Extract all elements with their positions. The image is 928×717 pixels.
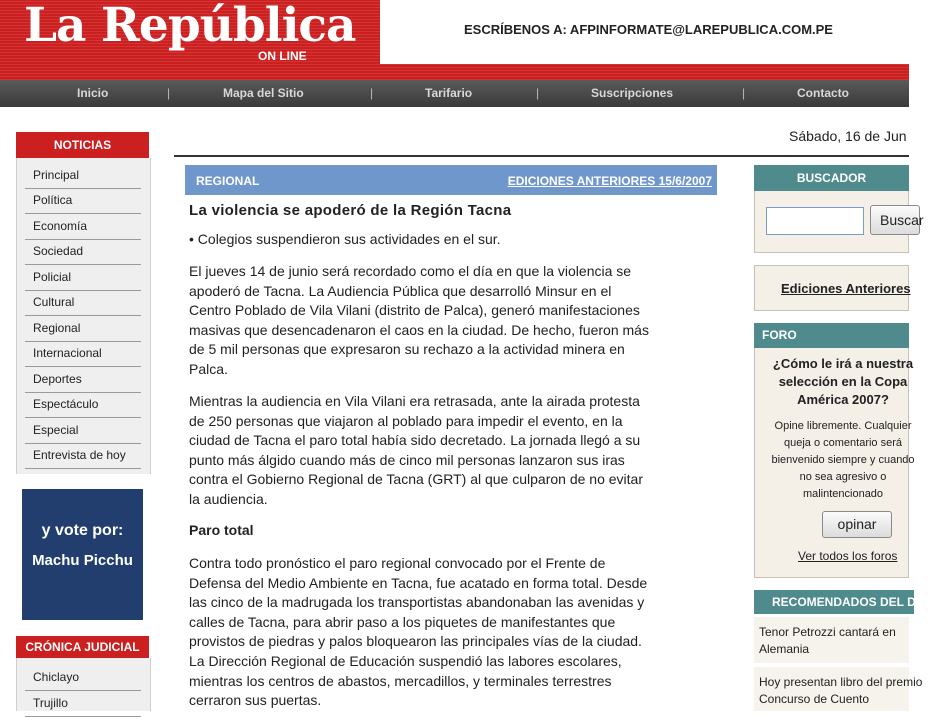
foro-description [758,418,928,503]
article-paragraph-2 [189,392,643,510]
article-line: El jueves 14 de junio será recordado como el día en que la violencia se [189,263,632,279]
vote-line-2: Machu Picchu [32,552,133,569]
article-line: punto más álgido cuando más de cinco mil personas lanzaron sus iras [189,451,625,468]
foro-text-line: queja o comentario será [783,437,902,449]
nav-contacto[interactable]: Contacto [797,86,849,100]
foro-question-line: ¿Cómo le irá a nuestra [772,356,914,371]
menu-item-especial[interactable]: Especial [25,419,141,444]
current-date: Sábado, 16 de Jun [789,128,907,144]
menu-item-internacional[interactable]: Internacional [25,342,141,367]
recomendado-line: Hoy presentan libro del premio [759,675,923,689]
article-line: las cinco de la madrugada los transportistas abandonaban las avenidas y [189,594,645,611]
article-line: cerraron sus puertas. [189,692,322,709]
nav-mapa-del-sitio[interactable]: Mapa del Sitio [223,86,304,100]
logo-text: La República [24,0,356,53]
cronica-item-chiclayo[interactable]: Chiclayo [25,666,141,691]
article-line: mientras los centros de abastos, mercadillos, y terminales terrestres [189,672,612,689]
recomendados-header: RECOMENDADOS DEL DÍA [754,590,914,614]
article-line: Defensa del Medio Ambiente en Tacna, fue acatado en forma total. Desde [189,574,648,591]
nav-inicio[interactable]: Inicio [77,86,109,100]
search-input[interactable] [766,207,864,235]
article-line: ciudad de Tacna el paro total había sido decretado. La jornada llegó a su [189,432,641,449]
noticias-header: NOTICIAS [16,132,149,158]
logo-subtitle: ON LINE [258,49,307,63]
menu-item-cultural[interactable]: Cultural [25,291,141,316]
ver-todos-los-foros-link[interactable]: Ver todos los foros [798,549,898,563]
article-line: contra el Gobierno Regional de Tacna (GRT) al que culparon de no evitar [189,471,643,488]
menu-item-politica[interactable]: Política [25,189,141,214]
nav-separator: | [370,86,374,100]
logo[interactable] [0,0,380,80]
article-subheading: Paro total [189,522,254,538]
nav-separator: | [167,86,171,100]
menu-item-regional[interactable]: Regional [25,317,141,342]
cronica-judicial-header: CRÓNICA JUDICIAL [16,636,149,658]
article-line: Centro Poblado de Vila Vilani (distrito de Palca), generó manifestaciones [189,302,640,319]
article-line: La Dirección Regional de Educación suspendió las labores escolares, [189,652,622,669]
article-line: Palca. [189,360,228,377]
article-line: apoderó de Tacna. La Audiencia Pública que desarrolló Minsur en el [189,282,612,299]
ediciones-anteriores-link[interactable]: EDICIONES ANTERIORES 15/6/2007 [507,174,712,188]
opinar-button[interactable]: opinar [822,511,892,538]
article-paragraph-1 [189,262,649,380]
foro-text-line: bienvenido siempre y cuando [771,454,915,466]
cronica-item-trujillo[interactable]: Trujillo [25,692,141,717]
buscador-header: BUSCADOR [754,165,909,191]
menu-item-entrevista[interactable]: Entrevista de hoy [25,444,141,469]
divider [174,155,909,157]
article-line: calles de Tacna, para abrir paso a los piquetes de manifestantes que [189,613,616,630]
recomendado-line: Alemania [759,642,810,656]
foro-question-line: América 2007? [797,392,889,407]
article-line: de 250 personas que viajaron al poblado para impedir el evento, en la [189,412,623,429]
article-line: la audiencia. [189,490,268,507]
article-subtitle: • Colegios suspendieron sus actividades en el sur. [189,231,501,247]
menu-item-deportes[interactable]: Deportes [25,368,141,393]
search-button[interactable]: Buscar [870,205,920,235]
foro-question-line: selección en la Copa [778,374,908,389]
article-title: La violencia se apoderó de la Región Tacna [189,202,512,219]
recomendado-line: Tenor Petrozzi cantará en [759,625,896,639]
nav-tarifario[interactable]: Tarifario [425,86,473,100]
foro-text-line: malintencionado [802,488,884,500]
contact-email[interactable]: ESCRÍBENOS A: AFPINFORMATE@LAREPUBLICA.COM.PE [464,22,833,37]
recomendado-item-1[interactable] [754,624,914,658]
menu-item-sociedad[interactable]: Sociedad [25,240,141,265]
header-stripe [380,64,909,80]
vote-line-1: y vote por: [41,522,124,539]
article-line: provistos de piedras y palos bloquearon las principales vías de la ciudad. [189,633,642,650]
article-line: de 5 mil personas que expresaron su rechazo a la actividad minera en [189,341,625,358]
foro-question [758,355,928,409]
section-bar [185,165,717,195]
menu-item-policial[interactable]: Policial [25,266,141,291]
main-nav [0,80,909,107]
cronica-judicial-list [16,658,151,711]
recomendado-item-2[interactable] [754,674,923,708]
article-line: Contra todo pronóstico el paro regional convocado por el Frente de [189,555,606,571]
article-paragraph-3 [189,554,647,711]
nav-separator: | [742,86,746,100]
ediciones-anteriores-sidebar-link[interactable]: Ediciones Anteriores [781,281,911,296]
foro-header: FORO [754,323,909,348]
article-line: masivas que desencadenaron el caos en la ciudad. De hecho, fueron más [189,321,649,338]
recomendado-line: Concurso de Cuento [759,692,870,706]
vote-banner[interactable] [22,489,143,620]
nav-separator: | [536,86,540,100]
menu-item-principal[interactable]: Principal [25,164,141,189]
foro-text-line: no sea agresivo o [799,471,887,483]
menu-item-economia[interactable]: Economía [25,215,141,240]
noticias-menu [16,158,151,474]
section-label: REGIONAL [196,174,260,188]
nav-suscripciones[interactable]: Suscripciones [591,86,674,100]
menu-item-espectaculo[interactable]: Espectáculo [25,393,141,418]
foro-text-line: Opine libremente. Cualquier [774,420,912,432]
article-line: Mientras la audiencia en Vila Vilani era retrasada, ante la airada protesta [189,393,640,409]
